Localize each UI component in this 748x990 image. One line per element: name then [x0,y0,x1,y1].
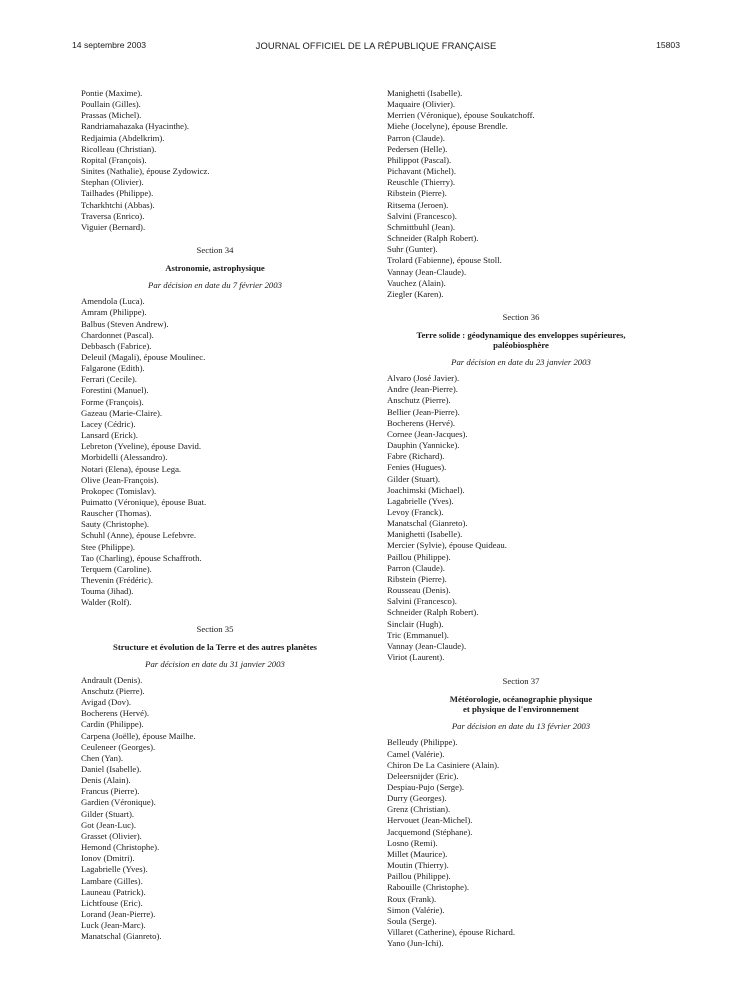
list-item: Stephan (Olivier). [81,177,144,188]
list-item: Lorand (Jean-Pierre). [81,909,156,919]
list-item: Miehe (Jocelyne), épouse Brendle. [387,121,508,132]
page-number: 15803 [656,40,680,50]
list-item: Durry (Georges). [387,793,447,804]
list-item: Amendola (Luca). [81,296,145,307]
list-item: Trolard (Fabienne), épouse Stoll. [387,255,502,266]
list-item: Lagabrielle (Yves). [387,495,454,506]
section-35-title: Structure et évolution de la Terre et des autres planètes [113,641,317,652]
list-item: Stee (Philippe). [81,541,136,552]
list-item: Ziegler (Karen). [387,288,444,299]
list-item: Salvini (Francesco). [387,210,457,221]
list-item: Mercier (Sylvie), épouse Quideau. [387,540,507,551]
list-item: Rabouille (Christophe). [387,882,470,893]
list-item: Levoy (Franck). [387,507,444,517]
list-item: Chardonnet (Pascal). [81,329,154,340]
right-continued-list [387,88,655,300]
left-continued-list [81,88,349,233]
list-item: Viriot (Laurent). [387,652,445,663]
list-item: Forestini (Manuel). [81,385,149,396]
section-34-title: Astronomie, astrophysique [165,263,265,274]
list-item: Reuschle (Thierry). [387,177,456,188]
list-item: Amram (Philippe). [81,307,147,318]
list-item: Despiau-Pujo (Serge). [387,781,465,792]
list-item: Roux (Frank). [387,893,437,904]
list-item: Lebreton (Yveline), épouse David. [81,441,201,452]
list-item: Touma (Jihad). [81,586,134,597]
list-item: Ropital (François). [81,154,147,165]
section-35-date: Par décision en date du 31 janvier 2003 [145,658,285,669]
list-item: Gazeau (Marie-Claire). [81,407,163,418]
section-35-list [81,675,349,943]
list-item: Grenz (Christian). [387,804,451,815]
list-item: Yano (Jun-Ichi). [387,938,444,949]
list-item: Sauty (Christophe). [81,519,150,530]
list-item: Balbus (Steven Andrew). [81,318,169,329]
list-item: Salvini (Francesco). [387,596,457,607]
list-item: Avigad (Dov). [81,697,132,708]
list-item: Puimatto (Véronique), épouse Buat. [81,497,207,507]
list-item: Belleudy (Philippe). [387,737,458,748]
list-item: Merrien (Véronique), épouse Soukatchoff. [387,110,535,121]
section-37-list [387,737,655,949]
list-item: Poullain (Gilles). [81,99,141,110]
list-item: Schuhl (Anne), épouse Lefebvre. [81,530,197,541]
list-item: Tailhades (Philippe). [81,188,154,199]
list-item: Ionov (Dmitri). [81,853,135,864]
list-item: Manatschal (Gianreto). [387,518,468,529]
list-item: Prassas (Michel). [81,110,142,121]
list-item: Schneider (Ralph Robert). [387,233,479,244]
page-header [72,40,680,54]
list-item: Ribstein (Pierre). [387,573,447,584]
list-item: Losno (Remi). [387,837,438,848]
section-37-label: Section 37 [502,676,540,687]
list-item: Lagabrielle (Yves). [81,864,148,875]
list-item: Bocherens (Hervé). [387,417,456,428]
list-item: Terquem (Caroline). [81,563,152,574]
list-item: Tao (Charling), épouse Schaffroth. [81,552,202,563]
list-item: Randriamahazaka (Hyacinthe). [81,121,190,132]
list-item: Schneider (Ralph Robert). [387,607,479,618]
list-item: Got (Jean-Luc). [81,819,136,830]
section-36-date: Par décision en date du 23 janvier 2003 [451,356,591,367]
list-item: Sinites (Nathalie), épouse Zydowicz. [81,166,210,177]
list-item: Parron (Claude). [387,132,445,143]
list-item: Morbidelli (Alessandro). [81,452,168,463]
list-item: Paillou (Philippe). [387,551,451,562]
list-item: Chen (Yan). [81,752,124,763]
list-item: Carpena (Joëlle), épouse Mailhe. [81,730,196,741]
list-item: Denis (Alain). [81,775,131,786]
section-36-list [387,373,655,663]
section-36-title [387,330,655,350]
list-item: Falgarone (Edith). [81,363,145,374]
list-item: Simon (Valérie). [387,904,445,915]
list-item: Lichtfouse (Eric). [81,897,143,908]
list-item: Villaret (Catherine), épouse Richard. [387,927,516,937]
list-item: Jacquemond (Stéphane). [387,826,473,837]
section-37-title [387,694,655,714]
section-37-title-line-1: Météorologie, océanographie physique [449,694,593,705]
list-item: Moutin (Thierry). [387,860,449,871]
list-item: Daniel (Isabelle). [81,763,142,774]
list-item: Debbasch (Fabrice). [81,340,152,351]
list-item: Vauchez (Alain). [387,277,446,288]
list-item: Camel (Valérie). [387,748,445,759]
list-item: Notari (Elena), épouse Lega. [81,463,182,474]
list-item: Manighetti (Isabelle). [387,529,463,540]
section-36-label: Section 36 [502,311,540,322]
list-item: Philippot (Pascal). [387,154,452,165]
list-item: Chiron De La Casiniere (Alain). [387,759,500,770]
list-item: Dauphin (Yannicke). [387,440,460,451]
list-item: Prokopec (Tomislav). [81,485,157,496]
list-item: Manatschal (Gianreto). [81,931,162,942]
section-37-date: Par décision en date du 13 février 2003 [451,721,591,732]
list-item: Andrault (Denis). [81,674,143,685]
list-item: Rousseau (Denis). [387,585,451,596]
list-item: Fabre (Richard). [387,451,445,462]
section-34-list [81,296,349,608]
section-37-title-line-2: et physique de l'environnement [463,704,579,715]
list-item: Hervouet (Jean-Michel). [387,815,473,826]
list-item: Luck (Jean-Marc). [81,920,146,931]
list-item: Soula (Serge). [387,915,437,926]
list-item: Bellier (Jean-Pierre). [387,406,460,417]
section-34-date: Par décision en date du 7 février 2003 [148,280,282,291]
list-item: Sinclair (Hugh). [387,618,444,629]
list-item: Anschutz (Pierre). [387,395,451,406]
list-item: Grasset (Olivier). [81,830,142,841]
list-item: Gardien (Véronique). [81,797,156,808]
list-item: Lambare (Gilles). [81,875,143,886]
list-item: Hemond (Christophe). [81,842,160,853]
journal-title: JOURNAL OFFICIEL DE LA RÉPUBLIQUE FRANÇAISE [255,40,497,51]
list-item: Tric (Emmanuel). [387,629,449,640]
list-item: Deleersnijder (Eric). [387,770,459,781]
list-item: Millet (Maurice). [387,848,448,859]
list-item: Olive (Jean-François). [81,474,159,485]
list-item: Ricolleau (Christian). [81,143,157,154]
list-item: Anschutz (Pierre). [81,685,145,696]
list-item: Francus (Pierre). [81,786,140,797]
list-item: Walder (Rolf). [81,597,132,608]
list-item: Gilder (Stuart). [81,808,135,819]
list-item: Pedersen (Helle). [387,143,448,154]
list-item: Alvaro (José Javier). [387,373,460,384]
list-item: Pichavant (Michel). [387,166,456,177]
list-item: Pontie (Maxime). [81,88,143,98]
section-35-label: Section 35 [196,623,234,634]
list-item: Vannay (Jean-Claude). [387,640,467,651]
section-34-label: Section 34 [196,245,234,256]
list-item: Cornee (Jean-Jacques). [387,428,468,439]
list-item: Vannay (Jean-Claude). [387,266,467,277]
list-item: Traversa (Enrico). [81,210,145,221]
list-item: Ferrari (Cecile). [81,374,137,385]
list-item: Maquaire (Olivier). [387,99,456,110]
list-item: Rauscher (Thomas). [81,508,152,519]
list-item: Joachimski (Michael). [387,484,465,495]
left-column [81,88,349,942]
list-item: Suhr (Gunter). [387,244,438,255]
list-item: Parron (Claude). [387,562,445,573]
header-date: 14 septembre 2003 [72,40,147,50]
list-item: Manighetti (Isabelle). [387,88,463,98]
right-column [387,88,655,949]
list-item: Viguier (Bernard). [81,221,146,232]
list-item: Paillou (Philippe). [387,871,451,882]
list-item: Lacey (Cédric). [81,418,136,429]
list-item: Launeau (Patrick). [81,886,146,897]
list-item: Ritsema (Jeroen). [387,199,449,210]
list-item: Ceuleneer (Georges). [81,741,156,752]
list-item: Ribstein (Pierre). [387,188,447,199]
list-item: Gilder (Stuart). [387,473,441,484]
list-item: Lansard (Erick). [81,430,138,441]
list-item: Thevenin (Frédéric). [81,575,153,586]
list-item: Bocherens (Hervé). [81,708,150,719]
list-item: Deleuil (Magali), épouse Moulinec. [81,351,206,362]
list-item: Andre (Jean-Pierre). [387,384,458,395]
section-36-title-line-1: Terre solide : géodynamique des enveloppes supérieures, [416,329,626,340]
list-item: Tcharkhtchi (Abbas). [81,199,155,210]
section-36-title-line-2: paléobiosphère [493,339,549,350]
list-item: Cardin (Philippe). [81,719,144,730]
list-item: Fenies (Hugues). [387,462,447,473]
list-item: Schmittbuhl (Jean). [387,221,456,232]
list-item: Forme (François). [81,396,144,407]
list-item: Redjaimia (Abdelkrim). [81,132,165,143]
